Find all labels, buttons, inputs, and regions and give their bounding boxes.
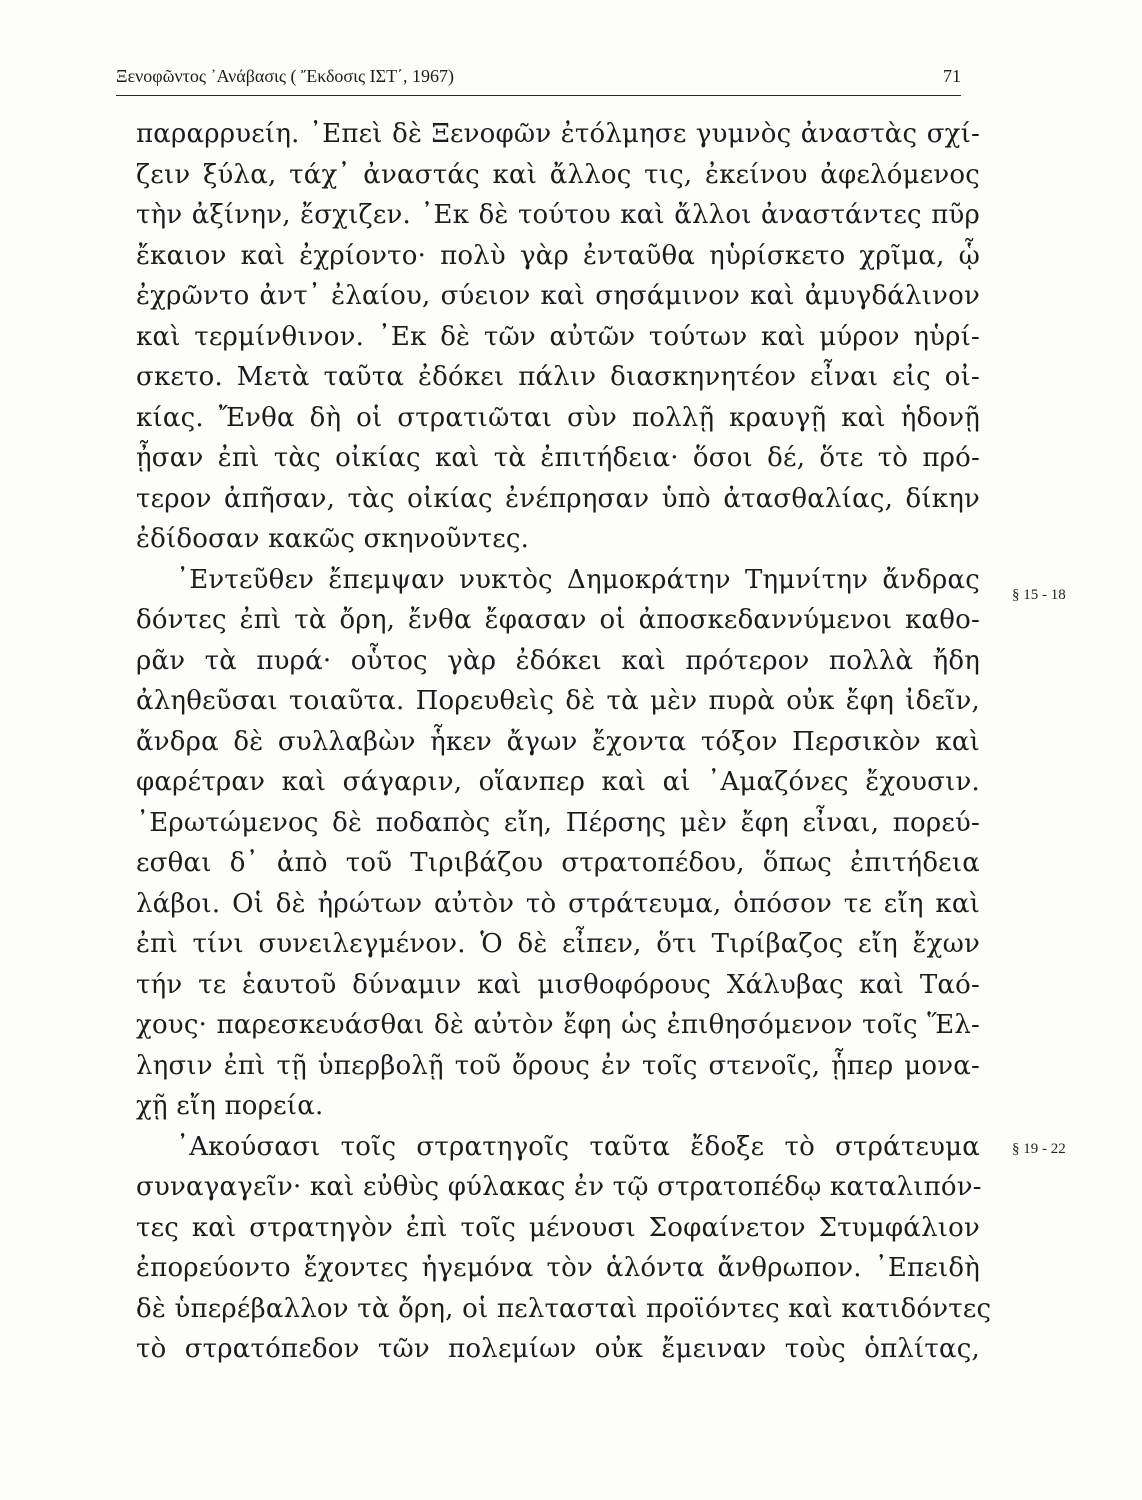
text-line: τήν τε ἑαυτοῦ δύναμιν καὶ μισθοφόρους Χάλυβας καὶ Ταό-	[136, 969, 980, 1000]
text-line: καὶ τερμίνθινον. ᾽Εκ δὲ τῶν αὐτῶν τούτων καὶ μύρον ηὑρί-	[136, 321, 980, 352]
text-line: φαρέτραν καὶ σάγαριν, οἵανπερ καὶ αἱ ᾽Αμαζόνες ἔχουσιν.	[136, 767, 980, 797]
margin-section-note: § 15 - 18	[1012, 587, 1066, 603]
text-line: χῇ εἴη πορεία.	[136, 1091, 324, 1121]
text-line: ἄνδρα δὲ συλλαβὼν ἧκεν ἄγων ἔχοντα τόξον Περσικὸν καὶ	[136, 726, 980, 757]
paragraph-first-line: ᾽Εντεῦθεν ἔπεμψαν νυκτὸς Δημοκράτην Τημνίτην ἄνδρας	[176, 564, 980, 595]
text-line: εσθαι δ᾽ ἀπὸ τοῦ Τιριβάζου στρατοπέδου, ὅπως ἐπιτήδεια	[136, 848, 980, 878]
text-line: λάβοι. Οἱ δὲ ἠρώτων αὐτὸν τὸ στράτευμα, ὁπόσον τε εἴη καὶ	[136, 888, 980, 919]
text-line: τὸ στρατόπεδον τῶν πολεμίων οὐκ ἔμειναν τοὺς ὁπλίτας,	[136, 1334, 980, 1364]
text-line: ᾖσαν ἐπὶ τὰς οἰκίας καὶ τὰ ἐπιτήδεια· ὅσοι δέ, ὅτε τὸ πρό-	[136, 443, 980, 473]
text-line: δόντες ἐπὶ τὰ ὄρη, ἔνθα ἔφασαν οἱ ἀποσκεδαννύμενοι καθο-	[136, 605, 980, 635]
text-line: ζειν ξύλα, τάχ᾽ ἀναστάς καὶ ἄλλος τις, ἐκείνου ἀφελόμενος	[136, 159, 980, 190]
text-line: ἀληθεῦσαι τοιαῦτα. Πορευθεὶς δὲ τὰ μὲν πυρὰ οὐκ ἔφη ἰδεῖν,	[136, 686, 980, 716]
paragraph-first-line: ᾽Ακούσασι τοῖς στρατηγοῖς ταῦτα ἔδοξε τὸ στράτευμα	[176, 1131, 980, 1162]
text-line: τες καὶ στρατηγὸν ἐπὶ τοῖς μένουσι Σοφαίνετον Στυμφάλιον	[136, 1212, 980, 1243]
text-line: ἐπορεύοντο ἔχοντες ἡγεμόνα τὸν ἁλόντα ἄνθρωπον. ᾽Επειδὴ	[136, 1253, 980, 1283]
text-line: χους· παρεσκευάσθαι δὲ αὐτὸν ἔφη ὡς ἐπιθησόμενον τοῖς Ἕλ-	[136, 1010, 980, 1040]
text-line: ἐχρῶντο ἀντ᾽ ἐλαίου, σύειον καὶ σησάμινον καὶ ἀμυγδάλινον	[136, 281, 980, 311]
text-line: ἔκαιον καὶ ἐχρίοντο· πολὺ γὰρ ἐνταῦθα ηὑρίσκετο χρῖμα, ᾧ	[136, 240, 980, 271]
running-head-title: Ξενοφῶντος ᾽Ανάβασις ( Ἔκδοσις ΙΣΤ΄, 1967)	[116, 66, 455, 86]
running-head	[116, 62, 961, 92]
text-line: δὲ ὑπερέβαλλον τὰ ὄρη, οἱ πελτασταὶ προϊόντες καὶ κατιδόντες	[136, 1293, 992, 1324]
text-line: κίας. Ἔνθα δὴ οἱ στρατιῶται σὺν πολλῇ κραυγῇ καὶ ἡδονῇ	[136, 402, 980, 433]
body-text	[136, 114, 992, 1370]
text-line: σκετο. Μετὰ ταῦτα ἐδόκει πάλιν διασκηνητέον εἶναι εἰς οἰ-	[136, 362, 980, 392]
text-line: ἐπὶ τίνι συνειλεγμένον. Ὁ δὲ εἶπεν, ὅτι Τιρίβαζος εἴη ἔχων	[136, 929, 980, 959]
text-line: ρᾶν τὰ πυρά· οὗτος γὰρ ἐδόκει καὶ πρότερον πολλὰ ἤδη	[136, 645, 980, 676]
text-line: ᾽Ερωτώμενος δὲ ποδαπὸς εἴη, Πέρσης μὲν ἔφη εἶναι, πορεύ-	[136, 807, 980, 838]
text-line: λησιν ἐπὶ τῇ ὑπερβολῇ τοῦ ὄρους ἐν τοῖς στενοῖς, ᾗπερ μονα-	[136, 1050, 980, 1081]
text-line: τερον ἀπῆσαν, τὰς οἰκίας ἐνέπρησαν ὑπὸ ἀτασθαλίας, δίκην	[136, 483, 980, 514]
margin-section-note: § 19 - 22	[1012, 1141, 1066, 1157]
text-line: παραρρυείη. ᾽Επεὶ δὲ Ξενοφῶν ἐτόλμησε γυμνὸς ἀναστὰς σχί-	[136, 119, 980, 149]
header-rule	[116, 95, 961, 96]
text-line: συναγαγεῖν· καὶ εὐθὺς φύλακας ἐν τῷ στρατοπέδῳ καταλιπόν-	[136, 1172, 982, 1202]
text-line: τὴν ἀξίνην, ἔσχιζεν. ᾽Εκ δὲ τούτου καὶ ἄλλοι ἀναστάντες πῦρ	[136, 200, 980, 230]
text-line: ἐδίδοσαν κακῶς σκηνοῦντες.	[136, 524, 530, 554]
page-number: 71	[943, 66, 961, 86]
